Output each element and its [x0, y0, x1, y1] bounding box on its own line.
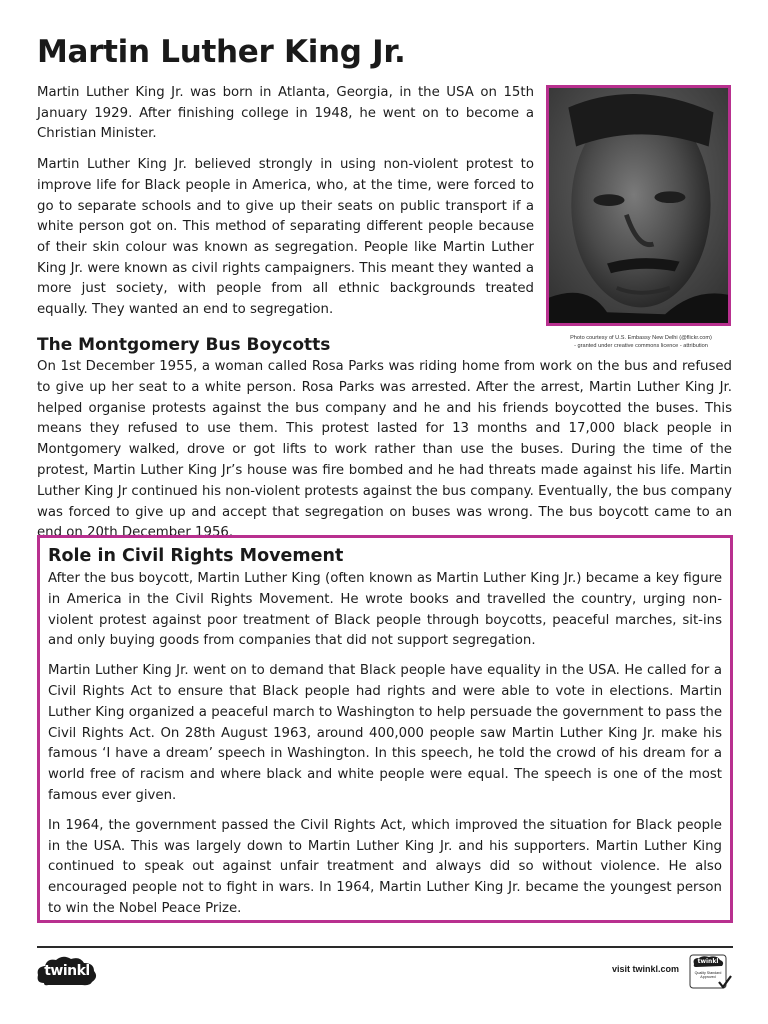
footer-divider [37, 946, 733, 948]
civil-rights-heading: Role in Civil Rights Movement [48, 546, 344, 566]
photo-credit-line-2: - granted under creative commons licence - attribution [574, 343, 708, 349]
civil-rights-paragraph-2: Martin Luther King Jr. went on to demand that Black people have equality in the USA. He called for a Civil Rights Act to ensure that Black people had rights and were able to vote in elections. Martin Luther King organized a peaceful march to Washington to help persuade the government to pass the Civil Rights Act. On 28th August 1963, around 400,000 people saw Martin Luther King Jr. make his famous ‘I have a dream’ speech in Washington. In this speech, he told the crowd of his dream for a world free of racism and where black and white people were equal. The speech is one of the most famous ever given. [48, 663, 722, 803]
photo-credit [546, 334, 736, 350]
portrait-photo [546, 85, 731, 326]
intro-section [37, 83, 534, 331]
quality-badge [689, 954, 733, 990]
montgomery-heading: The Montgomery Bus Boycotts [37, 335, 331, 355]
intro-paragraph-2: Martin Luther King Jr. believed strongly in using non-violent protest to improve life for Black people in America, who, at the time, were forced to go to separate schools and to give up their seats on public transport if a white person got on. This method of separating different people because of their skin colour was known as segregation. People like Martin Luther King Jr. were known as civil rights campaigners. This meant they wanted a more just society, with people from all ethnic backgrounds treated equally. They wanted an end to segregation. [37, 157, 534, 318]
photo-credit-line-1: Photo courtesy of U.S. Embassy New Delhi (@flickr.com) [570, 335, 712, 341]
badge-caption-line-1: Quality Standard [694, 971, 722, 975]
portrait-image [549, 88, 728, 323]
badge-caption-line-2: Approved [700, 975, 716, 980]
badge-caption [689, 971, 727, 979]
civil-rights-paragraph-1: After the bus boycott, Martin Luther King (often known as Martin Luther King Jr.) became a key figure in America in the Civil Rights Movement. He wrote books and travelled the country, urging non-violent protest against poor treatment of Black people through boycotts, peaceful marches, sit-ins and only buying goods from companies that did not support segregation. [48, 571, 722, 649]
montgomery-paragraph: On 1st December 1955, a woman called Rosa Parks was riding home from work on the bus and refused to give up her seat to a white person. Rosa Parks was arrested. After the arrest, Martin Luther King Jr. helped organise protests against the bus company and he and his friends boycotted the buses. This means they refused to use them. This protest lasted for 13 months and 17,000 black people in Montgomery walked, drove or got lifts to work rather than use the buses. During the time of the protest, Martin Luther King Jr’s house was fire bombed and he had threats made against his life. Martin Luther King Jr continued his non-violent protests against the bus company. Eventually, the bus company was forced to give up and accept that segregation on buses was wrong. The bus boycott came to an end on 20th December 1956. [37, 359, 732, 541]
civil-rights-paragraph-3: In 1964, the government passed the Civil Rights Act, which improved the situation for Black people in the USA. This was largely down to Martin Luther King Jr. and his supporters. Martin Luther King continued to speak out against unfair treatment and always did so without violence. He also encouraged people not to fight in wars. In 1964, Martin Luther King Jr. became the youngest person to win the Nobel Peace Prize. [48, 817, 722, 916]
civil-rights-box [37, 535, 733, 923]
logo-text: twinkl [44, 963, 90, 979]
badge-logo-text: twinkl [697, 958, 719, 965]
twinkl-logo[interactable] [36, 955, 98, 987]
visit-link[interactable]: visit twinkl.com [612, 964, 680, 974]
page-title: Martin Luther King Jr. [37, 34, 406, 70]
intro-paragraph-1: Martin Luther King Jr. was born in Atlanta, Georgia, in the USA on 15th January 1929. After finishing college in 1948, he went on to become a Christian Minister. [37, 85, 534, 142]
